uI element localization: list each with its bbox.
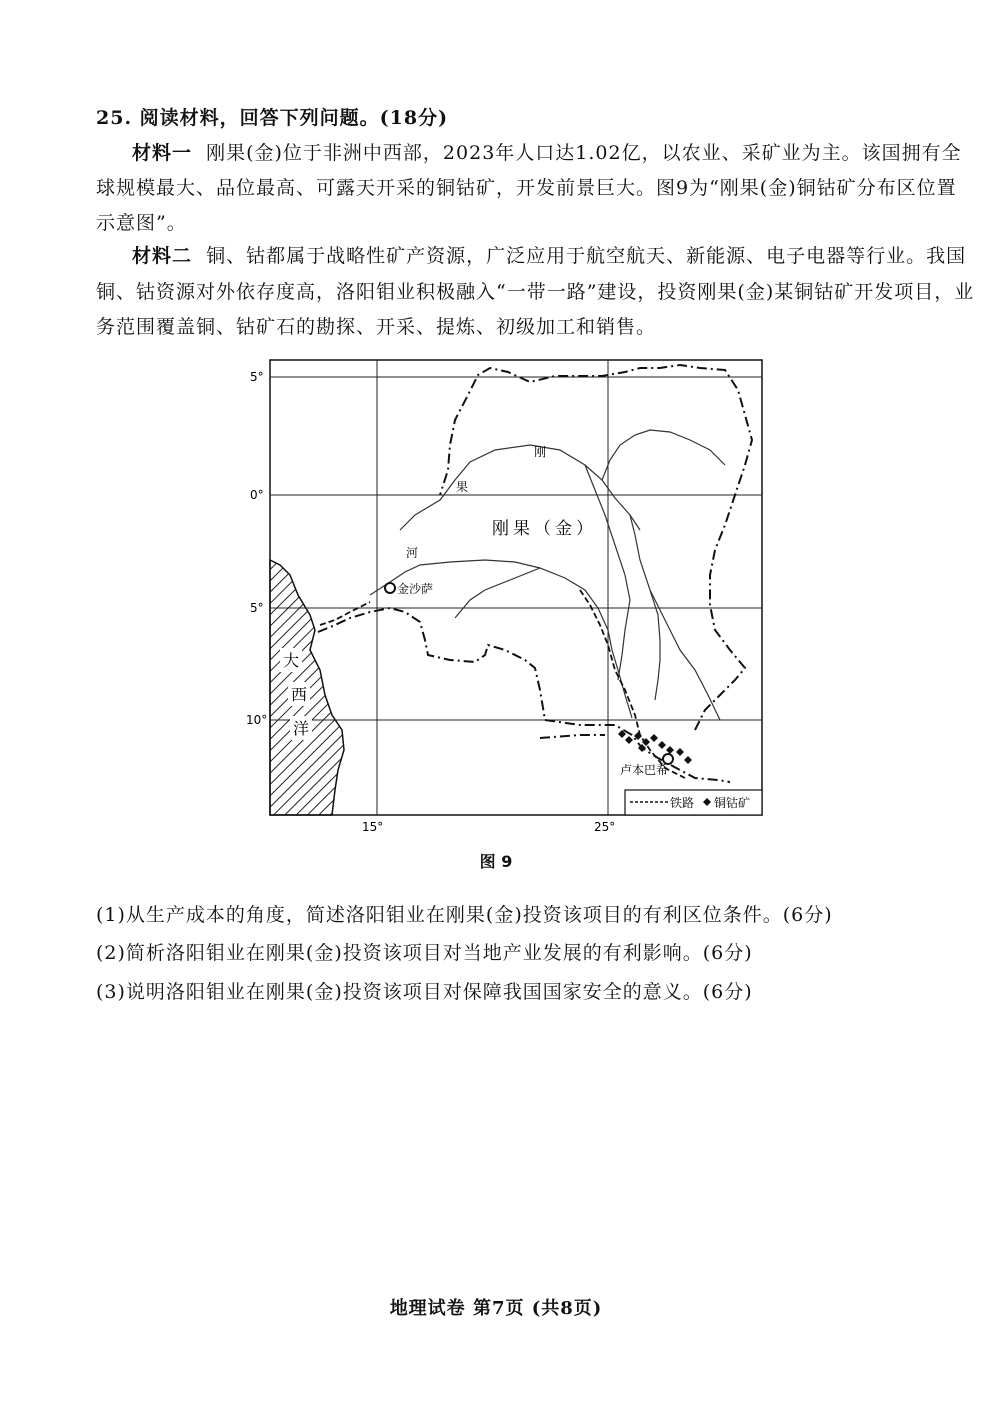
mine-marker xyxy=(650,734,658,742)
sub-question-3: (3)说明洛阳钼业在刚果(金)投资该项目对保障我国国家安全的意义。(6分) xyxy=(96,981,753,1003)
kinshasa-marker xyxy=(385,583,395,593)
material1-line-3: 示意图”。 xyxy=(96,212,187,234)
mine-marker xyxy=(666,746,674,754)
material2-text-1: 铜、钴都属于战略性矿产资源，广泛应用于航空航天、新能源、电子电器等行业。我国 xyxy=(206,245,967,267)
country-label: 刚果（金） xyxy=(492,519,597,539)
material2-line-2: 铜、钴资源对外依存度高，洛阳钼业积极融入“一带一路”建设，投资刚果(金)某铜钴矿开发项目，业 xyxy=(96,281,975,303)
congo-river-north xyxy=(400,445,640,530)
lon-label-25: 25° xyxy=(594,820,616,834)
lat-label-5n: 5° xyxy=(250,370,264,384)
lat-label-0: 0° xyxy=(250,488,264,502)
material2-label: 材料二 xyxy=(132,245,193,267)
congo-map-figure xyxy=(240,350,780,840)
page-footer: 地理试卷 第7页 (共8页) xyxy=(389,1298,603,1319)
river-label-gang: 刚 xyxy=(534,445,547,459)
river-label-he: 河 xyxy=(406,546,419,560)
material1-line-1 xyxy=(132,141,962,165)
material1-label: 材料一 xyxy=(132,142,193,164)
lat-label-10s: 10° xyxy=(246,713,268,727)
lon-label-15: 15° xyxy=(362,820,384,834)
mine-marker xyxy=(658,741,666,749)
material1-line-2: 球规模最大、品位最高、可露天开采的铜钴矿，开发前景巨大。图9为“刚果(金)铜钴矿分布区位置 xyxy=(96,177,957,199)
sub-question-1: (1)从生产成本的角度，简述洛阳钼业在刚果(金)投资该项目的有利区位条件。(6分) xyxy=(96,904,833,926)
tributary-river-1 xyxy=(630,515,720,720)
map-legend xyxy=(625,790,762,815)
ocean-label-da: 大 xyxy=(283,651,300,670)
legend-mine-label: 铜钴矿 xyxy=(714,796,751,810)
lubumbashi-label: 卢本巴希 xyxy=(620,763,669,777)
mine-marker xyxy=(625,736,633,744)
kinshasa-label: 金沙萨 xyxy=(397,582,434,596)
kasai-river xyxy=(455,568,540,618)
ocean-label-xi: 西 xyxy=(291,685,308,704)
railway-line xyxy=(320,590,685,778)
lat-label-5s: 5° xyxy=(250,601,264,615)
material1-text-1: 刚果(金)位于非洲中西部，2023年人口达1.02亿，以农业、采矿业为主。该国拥有全 xyxy=(206,142,962,164)
question-title: 25. 阅读材料，回答下列问题。(18分) xyxy=(96,107,449,129)
sub-question-2: (2)简析洛阳钼业在刚果(金)投资该项目对当地产业发展的有利影响。(6分) xyxy=(96,942,753,964)
legend-railway-label: 铁路 xyxy=(670,796,695,810)
figure-caption: 图 9 xyxy=(479,852,513,871)
ubangi-river xyxy=(602,430,725,480)
material2-line-3: 务范围覆盖铜、钴矿石的勘探、开采、提炼、初级加工和销售。 xyxy=(96,316,657,338)
copper-cobalt-mines xyxy=(618,730,692,764)
ocean-label-yang: 洋 xyxy=(293,719,310,738)
material2-line-1 xyxy=(132,244,966,268)
mine-marker xyxy=(684,756,692,764)
river-label-guo: 果 xyxy=(456,480,469,494)
country-border xyxy=(318,365,752,782)
mine-marker xyxy=(676,748,684,756)
